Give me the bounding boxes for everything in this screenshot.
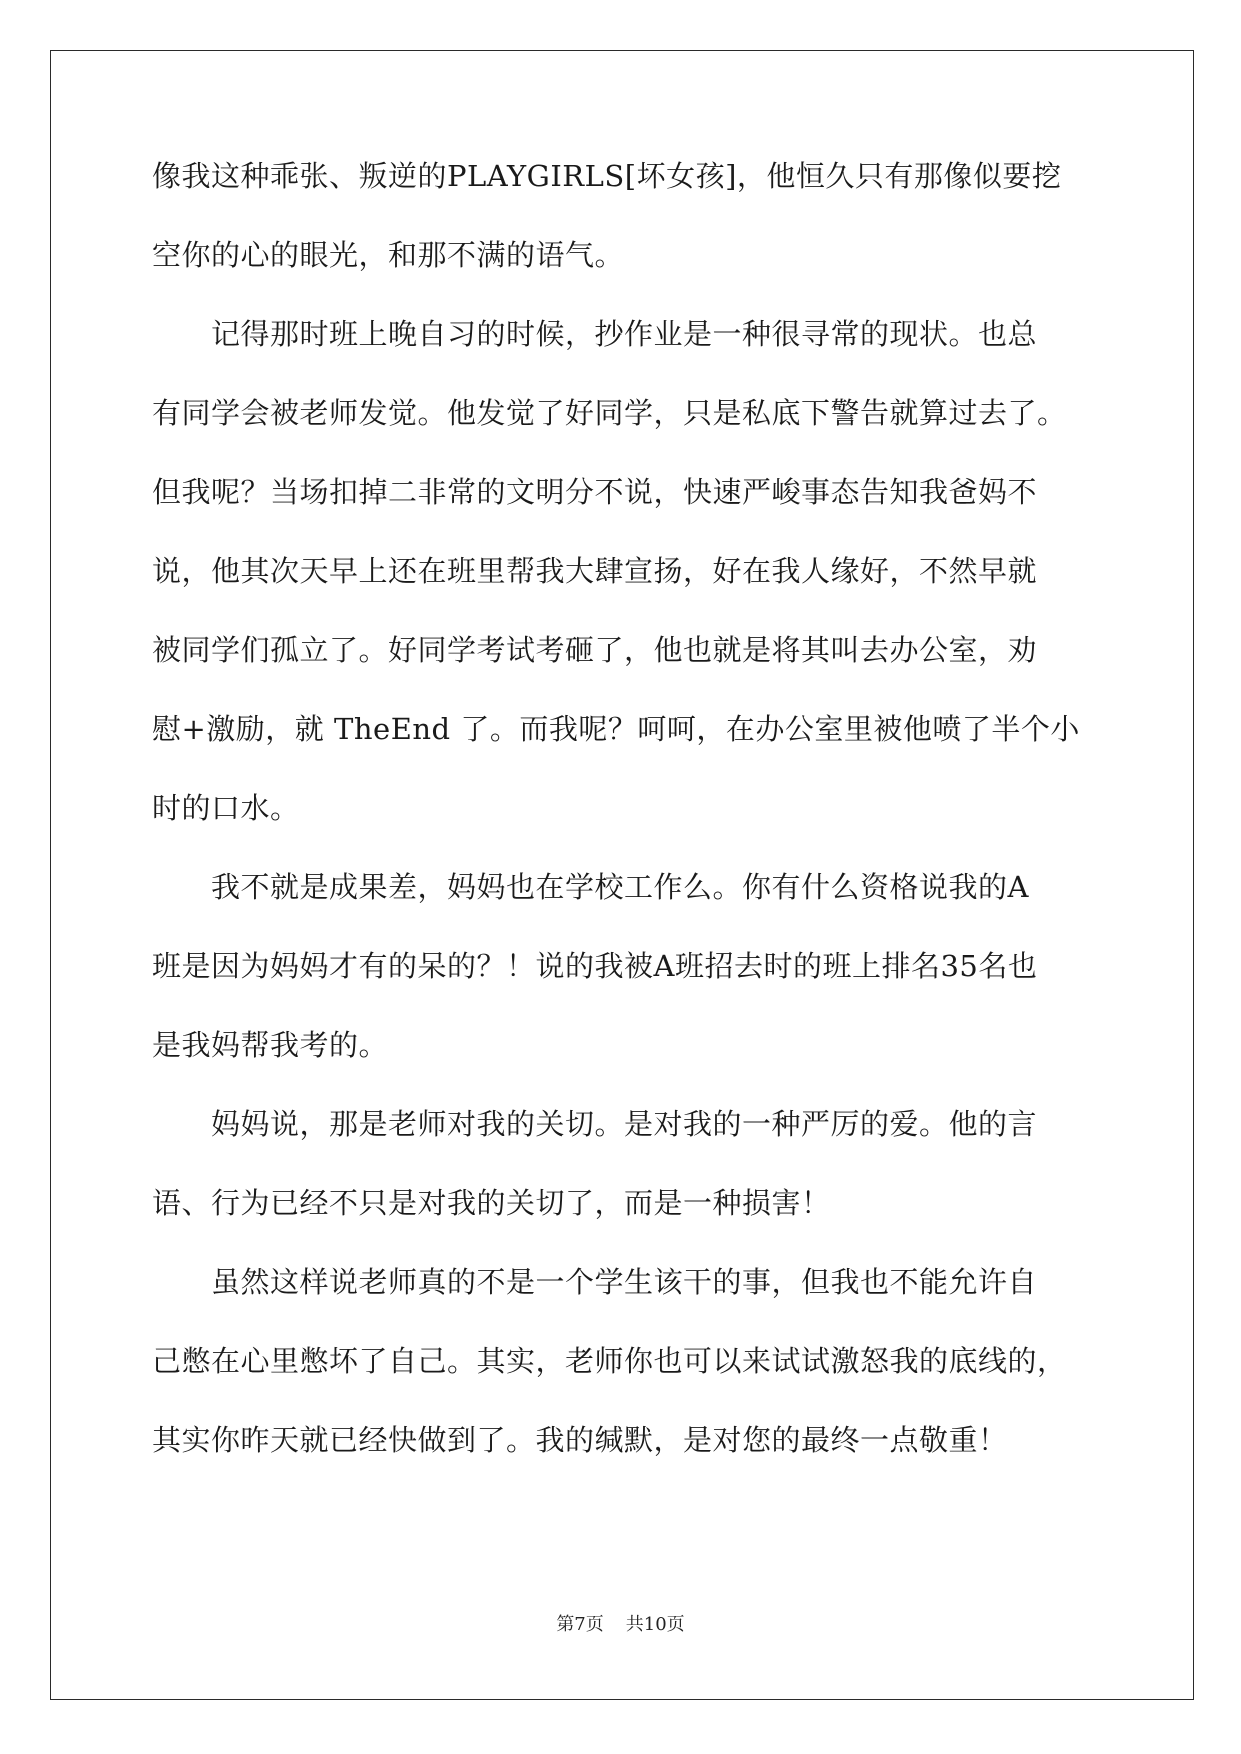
text-line: 空你的心的眼光，和那不满的语气。 [152, 238, 625, 272]
text-line: 但我呢？当场扣掉二非常的文明分不说，快速严峻事态告知我爸妈不 [152, 475, 1038, 509]
page-number-total: 共10页 [625, 1614, 685, 1635]
page-number-current: 第7页 [556, 1614, 604, 1635]
text-line: 时的口水。 [152, 791, 300, 825]
text-line: 是我妈帮我考的。 [152, 1028, 389, 1062]
text-line: 己憋在心里憋坏了自己。其实，老师你也可以来试试激怒我的底线的， [152, 1344, 1067, 1378]
text-line: 记得那时班上晚自习的时候，抄作业是一种很寻常的现状。也总 [152, 317, 1038, 351]
text-line: 班是因为妈妈才有的呆的？！说的我被A班招去时的班上排名35名也 [152, 949, 1038, 983]
text-line: 虽然这样说老师真的不是一个学生该干的事，但我也不能允许自 [152, 1265, 1038, 1299]
text-line: 有同学会被老师发觉。他发觉了好同学，只是私底下警告就算过去了。 [152, 396, 1067, 430]
document-body [152, 160, 1092, 1480]
text-line: 说，他其次天早上还在班里帮我大肆宣扬，好在我人缘好，不然早就 [152, 554, 1038, 588]
text-line: 妈妈说，那是老师对我的关切。是对我的一种严厉的爱。他的言 [152, 1107, 1038, 1141]
text-line: 像我这种乖张、叛逆的PLAYGIRLS[坏女孩]，他恒久只有那像似要挖 [152, 159, 1062, 193]
page-footer [0, 1610, 1241, 1636]
text-line: 语、行为已经不只是对我的关切了，而是一种损害！ [152, 1186, 831, 1220]
text-line: 被同学们孤立了。好同学考试考砸了，他也就是将其叫去办公室，劝 [152, 633, 1038, 667]
text-line: 慰+激励，就 TheEnd 了。而我呢？呵呵，在办公室里被他喷了半个小 [152, 712, 1080, 746]
text-line: 我不就是成果差，妈妈也在学校工作么。你有什么资格说我的A [152, 870, 1029, 904]
text-line: 其实你昨天就已经快做到了。我的缄默，是对您的最终一点敬重！ [152, 1423, 1008, 1457]
